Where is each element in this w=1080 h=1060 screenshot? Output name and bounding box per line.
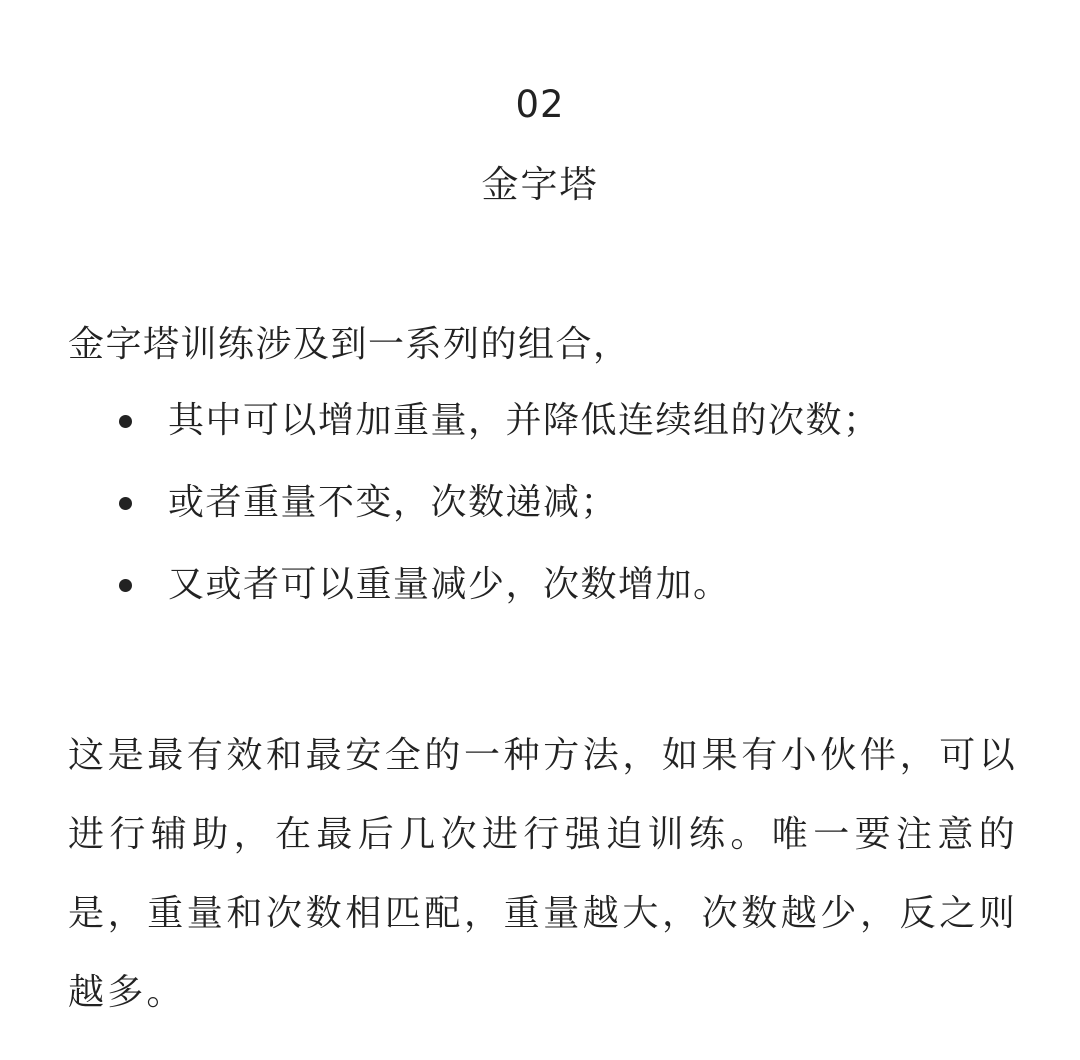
list-item [0,398,1080,480]
bullet-dot-icon [119,579,132,592]
list-item-text: 或者重量不变，次数递减； [168,482,619,523]
list-item [0,480,1080,562]
bullet-dot-icon [119,497,132,510]
body-paragraph: 这是最有效和最安全的一种方法，如果有小伙伴，可以进行辅助，在最后几次进行强迫训练。唯一要注意的是，重量和次数相匹配，重量越大，次数越少，反之则越多。 [68,735,1018,1013]
section-number: 02 [515,83,565,126]
intro-text: 金字塔训练涉及到一系列的组合， [68,324,631,365]
list-item [0,562,1080,644]
bullet-list [0,398,1080,644]
list-item-text: 其中可以增加重量，并降低连续组的次数； [168,400,881,441]
section-title: 金字塔 [481,163,599,206]
list-item-text: 又或者可以重量减少，次数增加。 [168,564,731,605]
bullet-dot-icon [119,415,132,428]
